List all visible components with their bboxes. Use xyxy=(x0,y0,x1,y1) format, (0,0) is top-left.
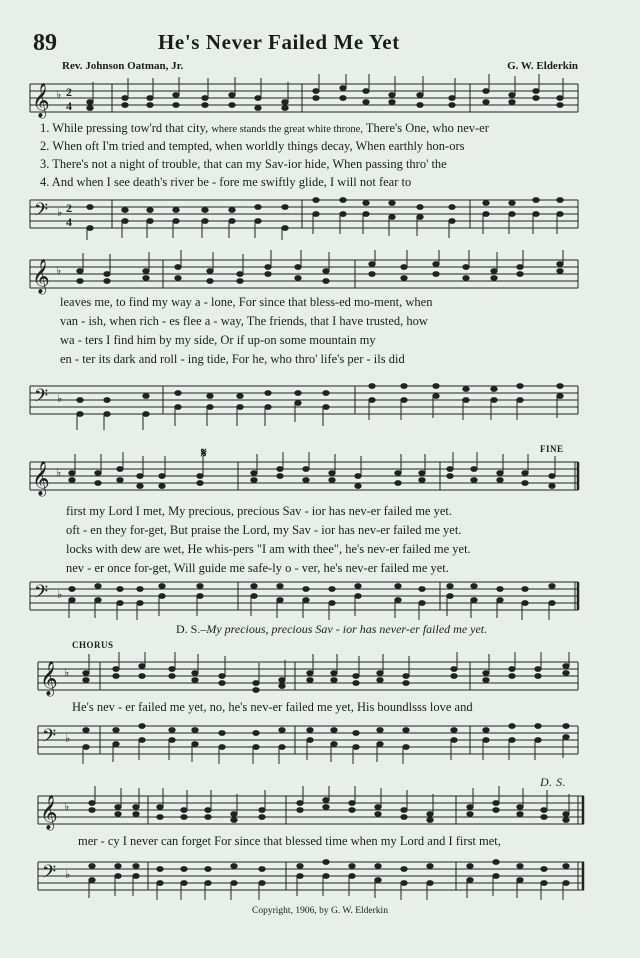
verse-3-line: 3. There's not a night of trouble, that can my Sav-ior hide, When passing thro' the xyxy=(40,157,447,171)
svg-text:♭: ♭ xyxy=(57,589,63,601)
svg-text:4: 4 xyxy=(66,215,72,229)
bass-staff-system-5 xyxy=(0,852,640,902)
verse-1-line: first my Lord I met, My precious, precious Sav - ior has nev-er failed me yet. xyxy=(66,504,452,518)
svg-text:𝄞: 𝄞 xyxy=(32,461,50,496)
verse-1-line: 1. While pressing tow'rd that city, where stands the great white throne, There's One, who nev-er xyxy=(40,121,489,135)
bass-staff-system-3 xyxy=(0,572,640,622)
verse-4-line: 4. And when I see death's river be - fore me swiftly glide, I will not fear to xyxy=(40,175,412,189)
segno-sign: 𝄋 xyxy=(201,445,207,460)
svg-text:𝄞: 𝄞 xyxy=(40,661,58,696)
svg-text:𝄢: 𝄢 xyxy=(34,199,49,224)
svg-text:𝄞: 𝄞 xyxy=(40,795,58,830)
ds-marker: D. S. xyxy=(540,775,567,789)
svg-text:♭: ♭ xyxy=(57,207,63,219)
svg-text:𝄢: 𝄢 xyxy=(42,725,57,750)
svg-text:4: 4 xyxy=(66,99,72,113)
svg-text:♭: ♭ xyxy=(56,265,62,277)
dal-segno-instruction: D. S.–My precious, precious Sav - ior has never-er failed me yet. xyxy=(176,622,488,636)
bass-staff-system-1 xyxy=(0,192,640,242)
svg-text:2: 2 xyxy=(66,201,72,215)
svg-text:𝄢: 𝄢 xyxy=(34,385,49,410)
verse-4-line: nev - er once for-get, Will guide me safe-ly o - ver, he's nev-er failed me yet. xyxy=(66,561,449,575)
bass-staff-system-4 xyxy=(0,716,640,766)
composer-credit: G. W. Elderkin xyxy=(507,60,578,72)
hymn-number: 89 xyxy=(33,30,57,56)
verse-2-line: oft - en they for-get, But praise the Lord, my Sav - ior has nev-er failed me yet. xyxy=(66,523,462,537)
svg-text:♭: ♭ xyxy=(57,393,63,405)
svg-text:♭: ♭ xyxy=(65,869,71,881)
chorus-marker: CHORUS xyxy=(72,640,114,650)
svg-text:♭: ♭ xyxy=(64,801,70,813)
svg-text:𝄢: 𝄢 xyxy=(42,861,57,886)
bass-staff-system-2 xyxy=(0,372,640,432)
svg-text:𝄞: 𝄞 xyxy=(32,83,50,118)
svg-text:2: 2 xyxy=(66,85,72,99)
treble-staff-system-2 xyxy=(0,250,640,300)
lyricist-credit: Rev. Johnson Oatman, Jr. xyxy=(62,60,184,72)
svg-text:𝄢: 𝄢 xyxy=(34,581,49,606)
treble-staff-system-1 xyxy=(0,74,640,124)
treble-staff-system-5 xyxy=(0,786,640,836)
hymn-title: He's Never Failed Me Yet xyxy=(158,30,400,54)
chorus-line-1: He's nev - er failed me yet, no, he's nev-er failed me yet, His boundlsss love and xyxy=(72,700,473,714)
verse-3-line: wa - ters I find him by my side, Or if up-on some mountain my xyxy=(60,333,376,347)
svg-text:𝄞: 𝄞 xyxy=(32,259,50,294)
svg-text:♭: ♭ xyxy=(64,667,70,679)
svg-text:♭: ♭ xyxy=(65,733,71,745)
chorus-line-2: mer - cy I never can forget For since that blessed time when my Lord and I first met, xyxy=(78,834,501,848)
fine-marker: FINE xyxy=(540,444,564,454)
svg-text:♭: ♭ xyxy=(56,467,62,479)
treble-staff-system-4 xyxy=(0,652,640,702)
verse-2-line: van - ish, when rich - es flee a - way, The friends, that I have trusted, how xyxy=(60,314,428,328)
verse-1-line: leaves me, to find my way a - lone, For since that bless-ed mo-ment, when xyxy=(60,295,433,309)
verse-2-line: 2. When oft I'm tried and tempted, when worldly things decay, When earthly hon-ors xyxy=(40,139,465,153)
treble-staff-system-3 xyxy=(0,452,640,502)
svg-text:♭: ♭ xyxy=(56,89,62,101)
copyright-notice: Copyright, 1906, by G. W. Elderkin xyxy=(252,906,388,916)
verse-4-line: en - ter its dark and roll - ing tide, For he, who thro' life's per - ils did xyxy=(60,352,405,366)
verse-3-line: locks with dew are wet, He whis-pers "I am with thee", he's nev-er failed me yet. xyxy=(66,542,471,556)
